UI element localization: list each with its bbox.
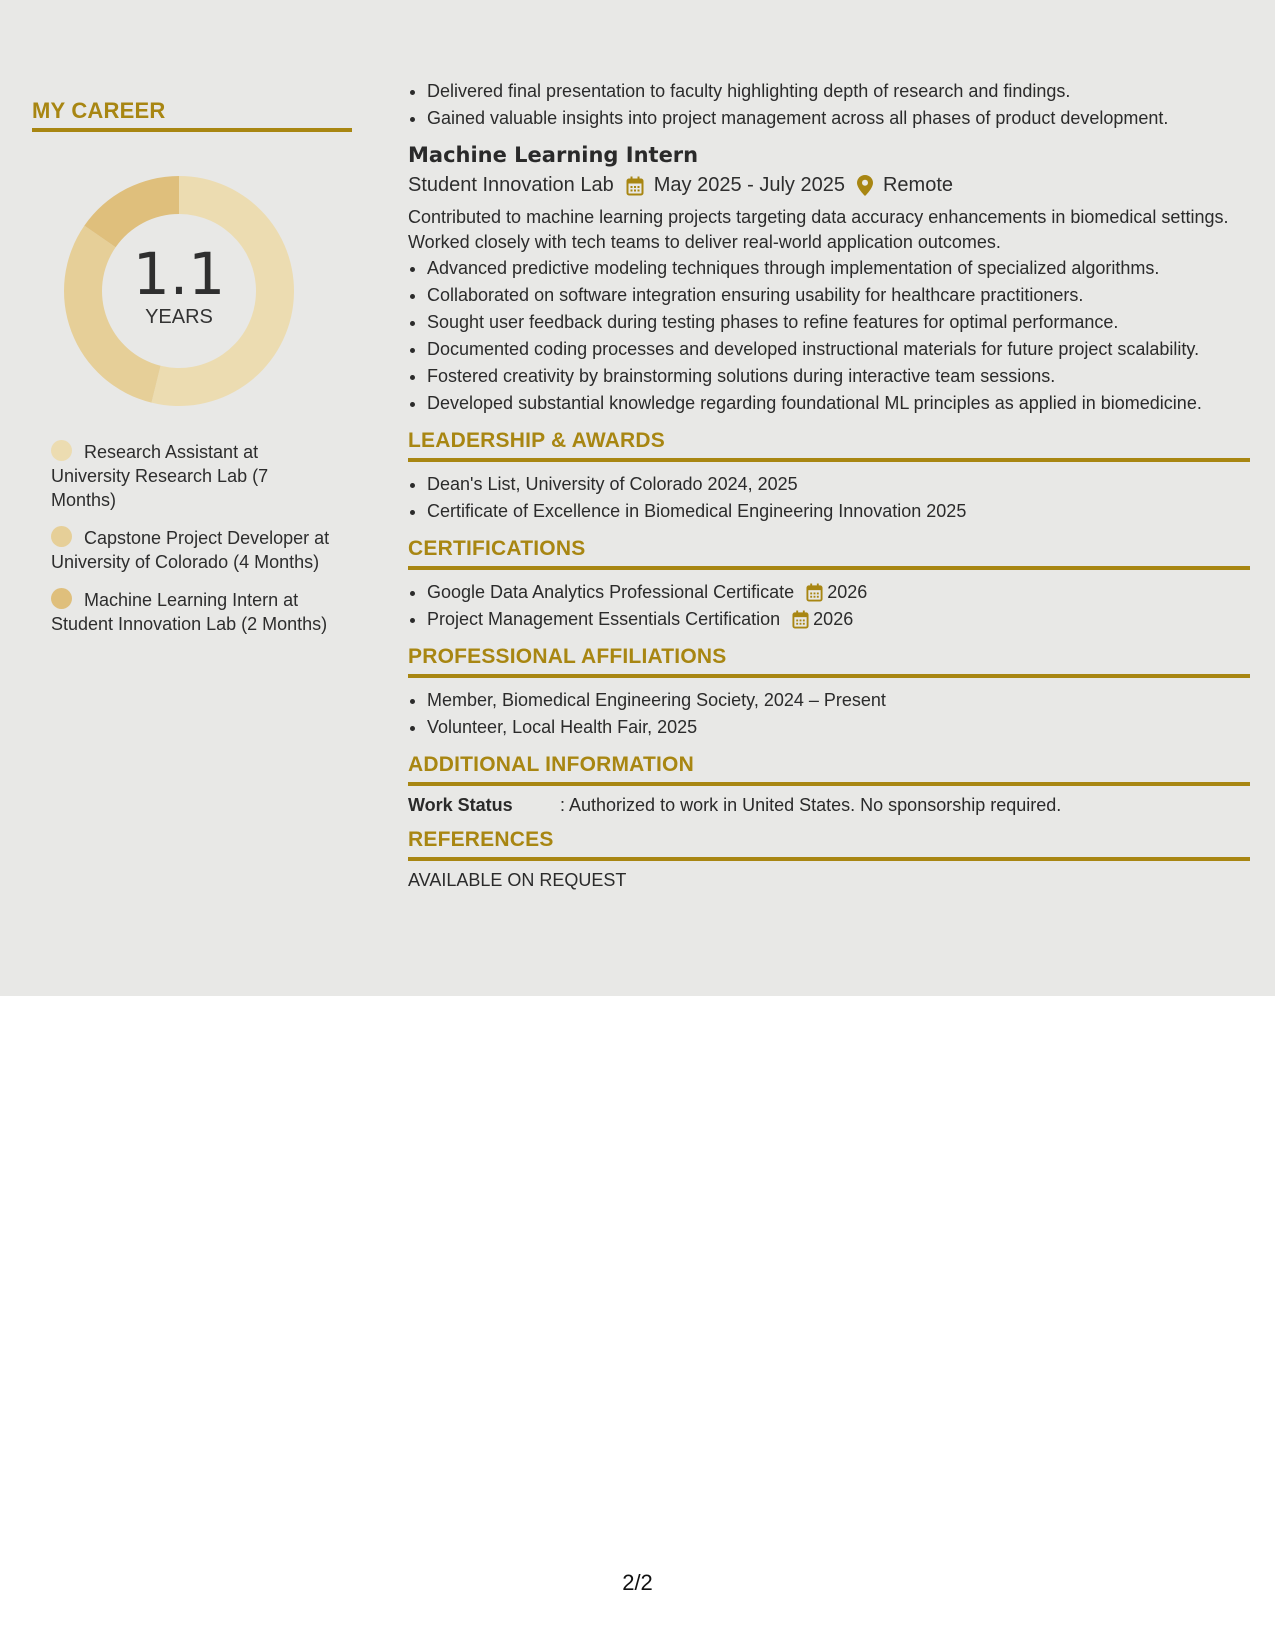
work-status-value: : Authorized to work in United States. No sponsorship required. xyxy=(560,795,1062,815)
job-dates: May 2025 - July 2025 xyxy=(653,174,845,196)
certifications-section xyxy=(408,537,1250,633)
donut-center xyxy=(64,176,294,406)
list-item: • Fostered creativity by brainstorming solutions during interactive team sessions. xyxy=(427,363,1250,390)
legend-item xyxy=(51,440,331,512)
additional-section xyxy=(408,753,1250,816)
affiliations-list xyxy=(408,687,1250,741)
references-section xyxy=(408,828,1250,891)
donut-unit: YEARS xyxy=(145,305,213,328)
list-item: • Gained valuable insights into project management across all phases of product development. xyxy=(427,105,1250,132)
leadership-title: LEADERSHIP & AWARDS xyxy=(408,429,1250,462)
references-text: AVAILABLE ON REQUEST xyxy=(408,870,627,890)
legend-dot-icon xyxy=(51,440,72,461)
cert-name: • Google Data Analytics Professional Certificate xyxy=(427,582,795,602)
career-section-title: MY CAREER xyxy=(32,98,352,132)
legend-dot-icon xyxy=(51,526,72,547)
legend-item xyxy=(51,588,331,636)
calendar-icon xyxy=(806,583,823,602)
list-item: • Volunteer, Local Health Fair, 2025 xyxy=(427,714,1250,741)
legend-label: Machine Learning Intern at Student Innovation Lab (2 Months) xyxy=(51,590,328,634)
previous-job-bullets xyxy=(408,78,1250,132)
cert-year: 2026 xyxy=(827,582,868,602)
sidebar xyxy=(32,98,352,650)
work-status-label: Work Status xyxy=(408,795,513,815)
career-legend xyxy=(51,440,331,636)
job-meta xyxy=(408,174,1250,197)
legend-item xyxy=(51,526,331,574)
career-donut-chart xyxy=(64,176,294,406)
list-item: • Member, Biomedical Engineering Society, 2024 – Present xyxy=(427,687,1250,714)
page-number: 2/2 xyxy=(622,1570,653,1595)
cert-name: • Project Management Essentials Certification xyxy=(427,609,781,629)
leadership-section xyxy=(408,429,1250,525)
legend-label: Capstone Project Developer at University of Colorado (4 Months) xyxy=(51,528,330,572)
affiliations-section xyxy=(408,645,1250,741)
list-item: • Collaborated on software integration ensuring usability for healthcare practitioners. xyxy=(427,282,1250,309)
calendar-icon xyxy=(626,176,644,196)
calendar-icon xyxy=(792,610,809,629)
leadership-list xyxy=(408,471,1250,525)
work-status-row xyxy=(408,795,1250,816)
references-title: REFERENCES xyxy=(408,828,1250,861)
job-bullets xyxy=(408,255,1250,417)
additional-title: ADDITIONAL INFORMATION xyxy=(408,753,1250,786)
job-company: Student Innovation Lab xyxy=(408,174,614,196)
job-location: Remote xyxy=(882,174,953,196)
donut-value: 1.1 xyxy=(132,239,226,308)
certifications-title: CERTIFICATIONS xyxy=(408,537,1250,570)
list-item: • Certificate of Excellence in Biomedical Engineering Innovation 2025 xyxy=(427,498,1250,525)
legend-label: Research Assistant at University Research Lab (7 Months) xyxy=(51,442,269,510)
affiliations-title: PROFESSIONAL AFFILIATIONS xyxy=(408,645,1250,678)
list-item xyxy=(427,579,1250,606)
main-content xyxy=(408,78,1250,891)
list-item: • Advanced predictive modeling techniques through implementation of specialized algorithms. xyxy=(427,255,1250,282)
list-item xyxy=(427,606,1250,633)
location-pin-icon xyxy=(857,175,873,196)
list-item: • Delivered final presentation to faculty highlighting depth of research and findings. xyxy=(427,78,1250,105)
job-title: Machine Learning Intern xyxy=(408,143,699,167)
list-item: • Dean's List, University of Colorado 2024, 2025 xyxy=(427,471,1250,498)
cert-year: 2026 xyxy=(813,609,854,629)
job-description: Contributed to machine learning projects targeting data accuracy enhancements in biomedical settings. Worked closely with tech teams to deliver real-world application outcomes. xyxy=(408,207,1229,252)
legend-dot-icon xyxy=(51,588,72,609)
certifications-list xyxy=(408,579,1250,633)
list-item: • Developed substantial knowledge regarding foundational ML principles as applied in biomedicine. xyxy=(427,390,1250,417)
list-item: • Documented coding processes and developed instructional materials for future project scalability. xyxy=(427,336,1250,363)
list-item: • Sought user feedback during testing phases to refine features for optimal performance. xyxy=(427,309,1250,336)
